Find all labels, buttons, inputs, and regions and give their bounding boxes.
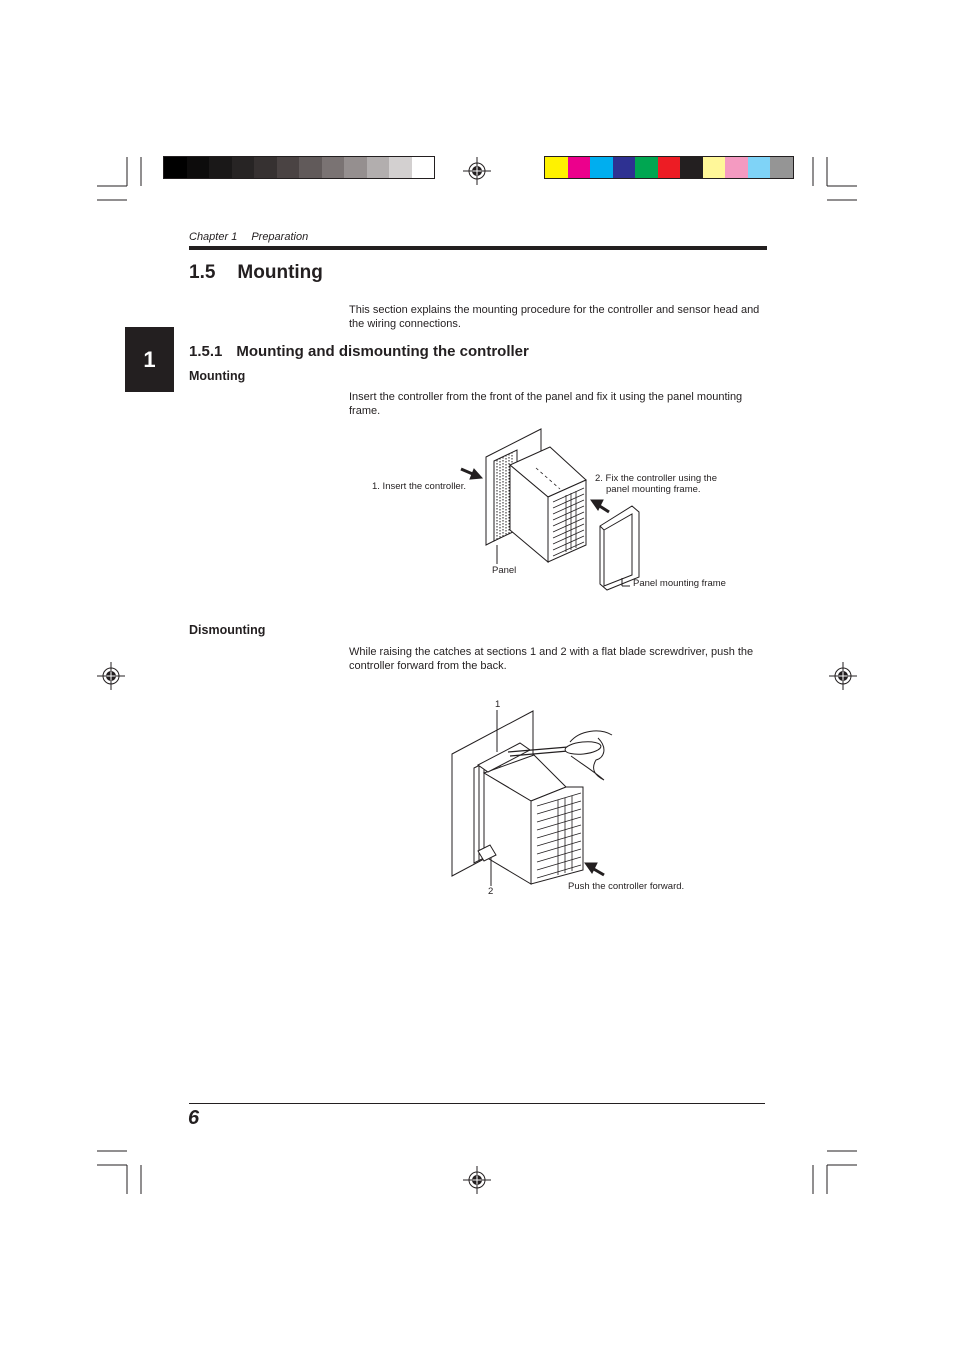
subsection-title: Mounting and dismounting the controller: [236, 343, 529, 360]
header-chapter: Chapter 1: [189, 231, 238, 243]
header-section: Preparation: [251, 231, 309, 243]
label-insert-controller: 1. Insert the controller.: [372, 481, 466, 492]
mounting-text: Insert the controller from the front of the panel and fix it using the panel mounting frame.: [349, 391, 743, 417]
dismounting-text: While raising the catches at sections 1 and 2 with a flat blade screwdriver, push the controller forward from the back.: [349, 646, 754, 672]
label-fix-controller-line2: panel mounting frame.: [606, 484, 701, 495]
label-panel: Panel: [492, 565, 517, 576]
chapter-tab: 1: [125, 327, 174, 392]
section-intro: This section explains the mounting procedure for the controller and sensor head and the wiring connections.: [349, 304, 760, 330]
label-catch-1: 1: [495, 699, 501, 710]
section-title: Mounting: [237, 262, 323, 283]
label-fix-controller-line1: 2. Fix the controller using the: [595, 473, 717, 484]
footer-rule: [189, 1103, 765, 1104]
page-number: 6: [188, 1107, 200, 1129]
dismounting-heading: Dismounting: [189, 623, 266, 637]
section-number: 1.5: [189, 262, 216, 283]
subsection-number: 1.5.1: [189, 343, 223, 360]
label-catch-2: 2: [488, 886, 494, 897]
mounting-heading: Mounting: [189, 369, 246, 383]
label-push-controller: Push the controller forward.: [568, 881, 685, 892]
label-panel-mounting-frame: Panel mounting frame: [633, 578, 726, 589]
